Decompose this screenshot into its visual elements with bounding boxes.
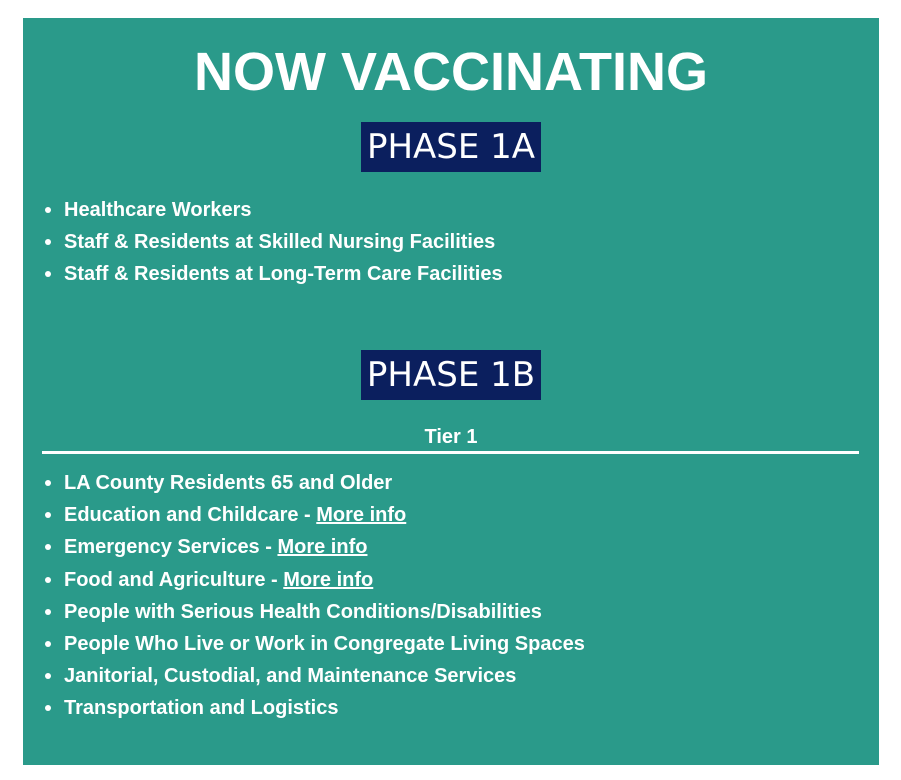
list-item-text: Staff & Residents at Skilled Nursing Facilities bbox=[64, 231, 496, 254]
phase-1b-list bbox=[23, 467, 853, 725]
phase-1b-header bbox=[23, 350, 879, 400]
food-more-info-link[interactable]: More info bbox=[283, 568, 374, 591]
list-item bbox=[23, 564, 853, 596]
list-item-separator: - bbox=[259, 536, 278, 559]
phase-1b-badge: PHASE 1B bbox=[361, 350, 541, 400]
list-item-text: Staff & Residents at Long-Term Care Facilities bbox=[64, 263, 503, 286]
bullet-icon bbox=[45, 641, 51, 647]
list-item-text: People Who Live or Work in Congregate Living Spaces bbox=[64, 632, 585, 655]
page-title: NOW VACCINATING bbox=[194, 42, 708, 102]
bullet-icon bbox=[45, 705, 51, 711]
list-item-separator: - bbox=[298, 504, 317, 527]
bullet-icon bbox=[45, 239, 51, 245]
phase-1a-badge: PHASE 1A bbox=[361, 122, 541, 172]
list-item bbox=[23, 596, 853, 628]
list-item bbox=[23, 258, 853, 290]
list-item-text: LA County Residents 65 and Older bbox=[64, 472, 393, 494]
list-item-text: People with Serious Health Conditions/Disabilities bbox=[64, 600, 542, 623]
list-item-separator: - bbox=[265, 568, 284, 591]
tier-1-label: Tier 1 bbox=[424, 426, 478, 448]
bullet-icon bbox=[45, 577, 51, 583]
list-item-text: Janitorial, Custodial, and Maintenance Services bbox=[64, 665, 517, 688]
list-item bbox=[23, 628, 853, 660]
bullet-icon bbox=[45, 207, 51, 213]
vaccination-panel bbox=[23, 18, 879, 765]
list-item bbox=[23, 531, 853, 563]
list-item-text: Healthcare Workers bbox=[64, 199, 252, 221]
list-item bbox=[23, 194, 853, 226]
tier-divider bbox=[42, 451, 859, 454]
list-item bbox=[23, 226, 853, 258]
list-item bbox=[23, 499, 853, 531]
list-item-text: Emergency Services bbox=[64, 536, 260, 559]
bullet-icon bbox=[45, 544, 51, 550]
list-item bbox=[23, 467, 853, 499]
bullet-icon bbox=[45, 609, 51, 615]
phase-1a-list bbox=[23, 194, 853, 291]
bullet-icon bbox=[45, 512, 51, 518]
list-item-text: Education and Childcare bbox=[64, 504, 299, 527]
education-more-info-link[interactable]: More info bbox=[316, 504, 407, 527]
list-item bbox=[23, 692, 853, 724]
phase-1a-header bbox=[23, 122, 879, 172]
bullet-icon bbox=[45, 271, 51, 277]
list-item bbox=[23, 660, 853, 692]
bullet-icon bbox=[45, 673, 51, 679]
list-item-text: Transportation and Logistics bbox=[64, 697, 339, 720]
emergency-more-info-link[interactable]: More info bbox=[277, 536, 368, 559]
list-item-text: Food and Agriculture bbox=[64, 568, 266, 591]
bullet-icon bbox=[45, 480, 51, 486]
